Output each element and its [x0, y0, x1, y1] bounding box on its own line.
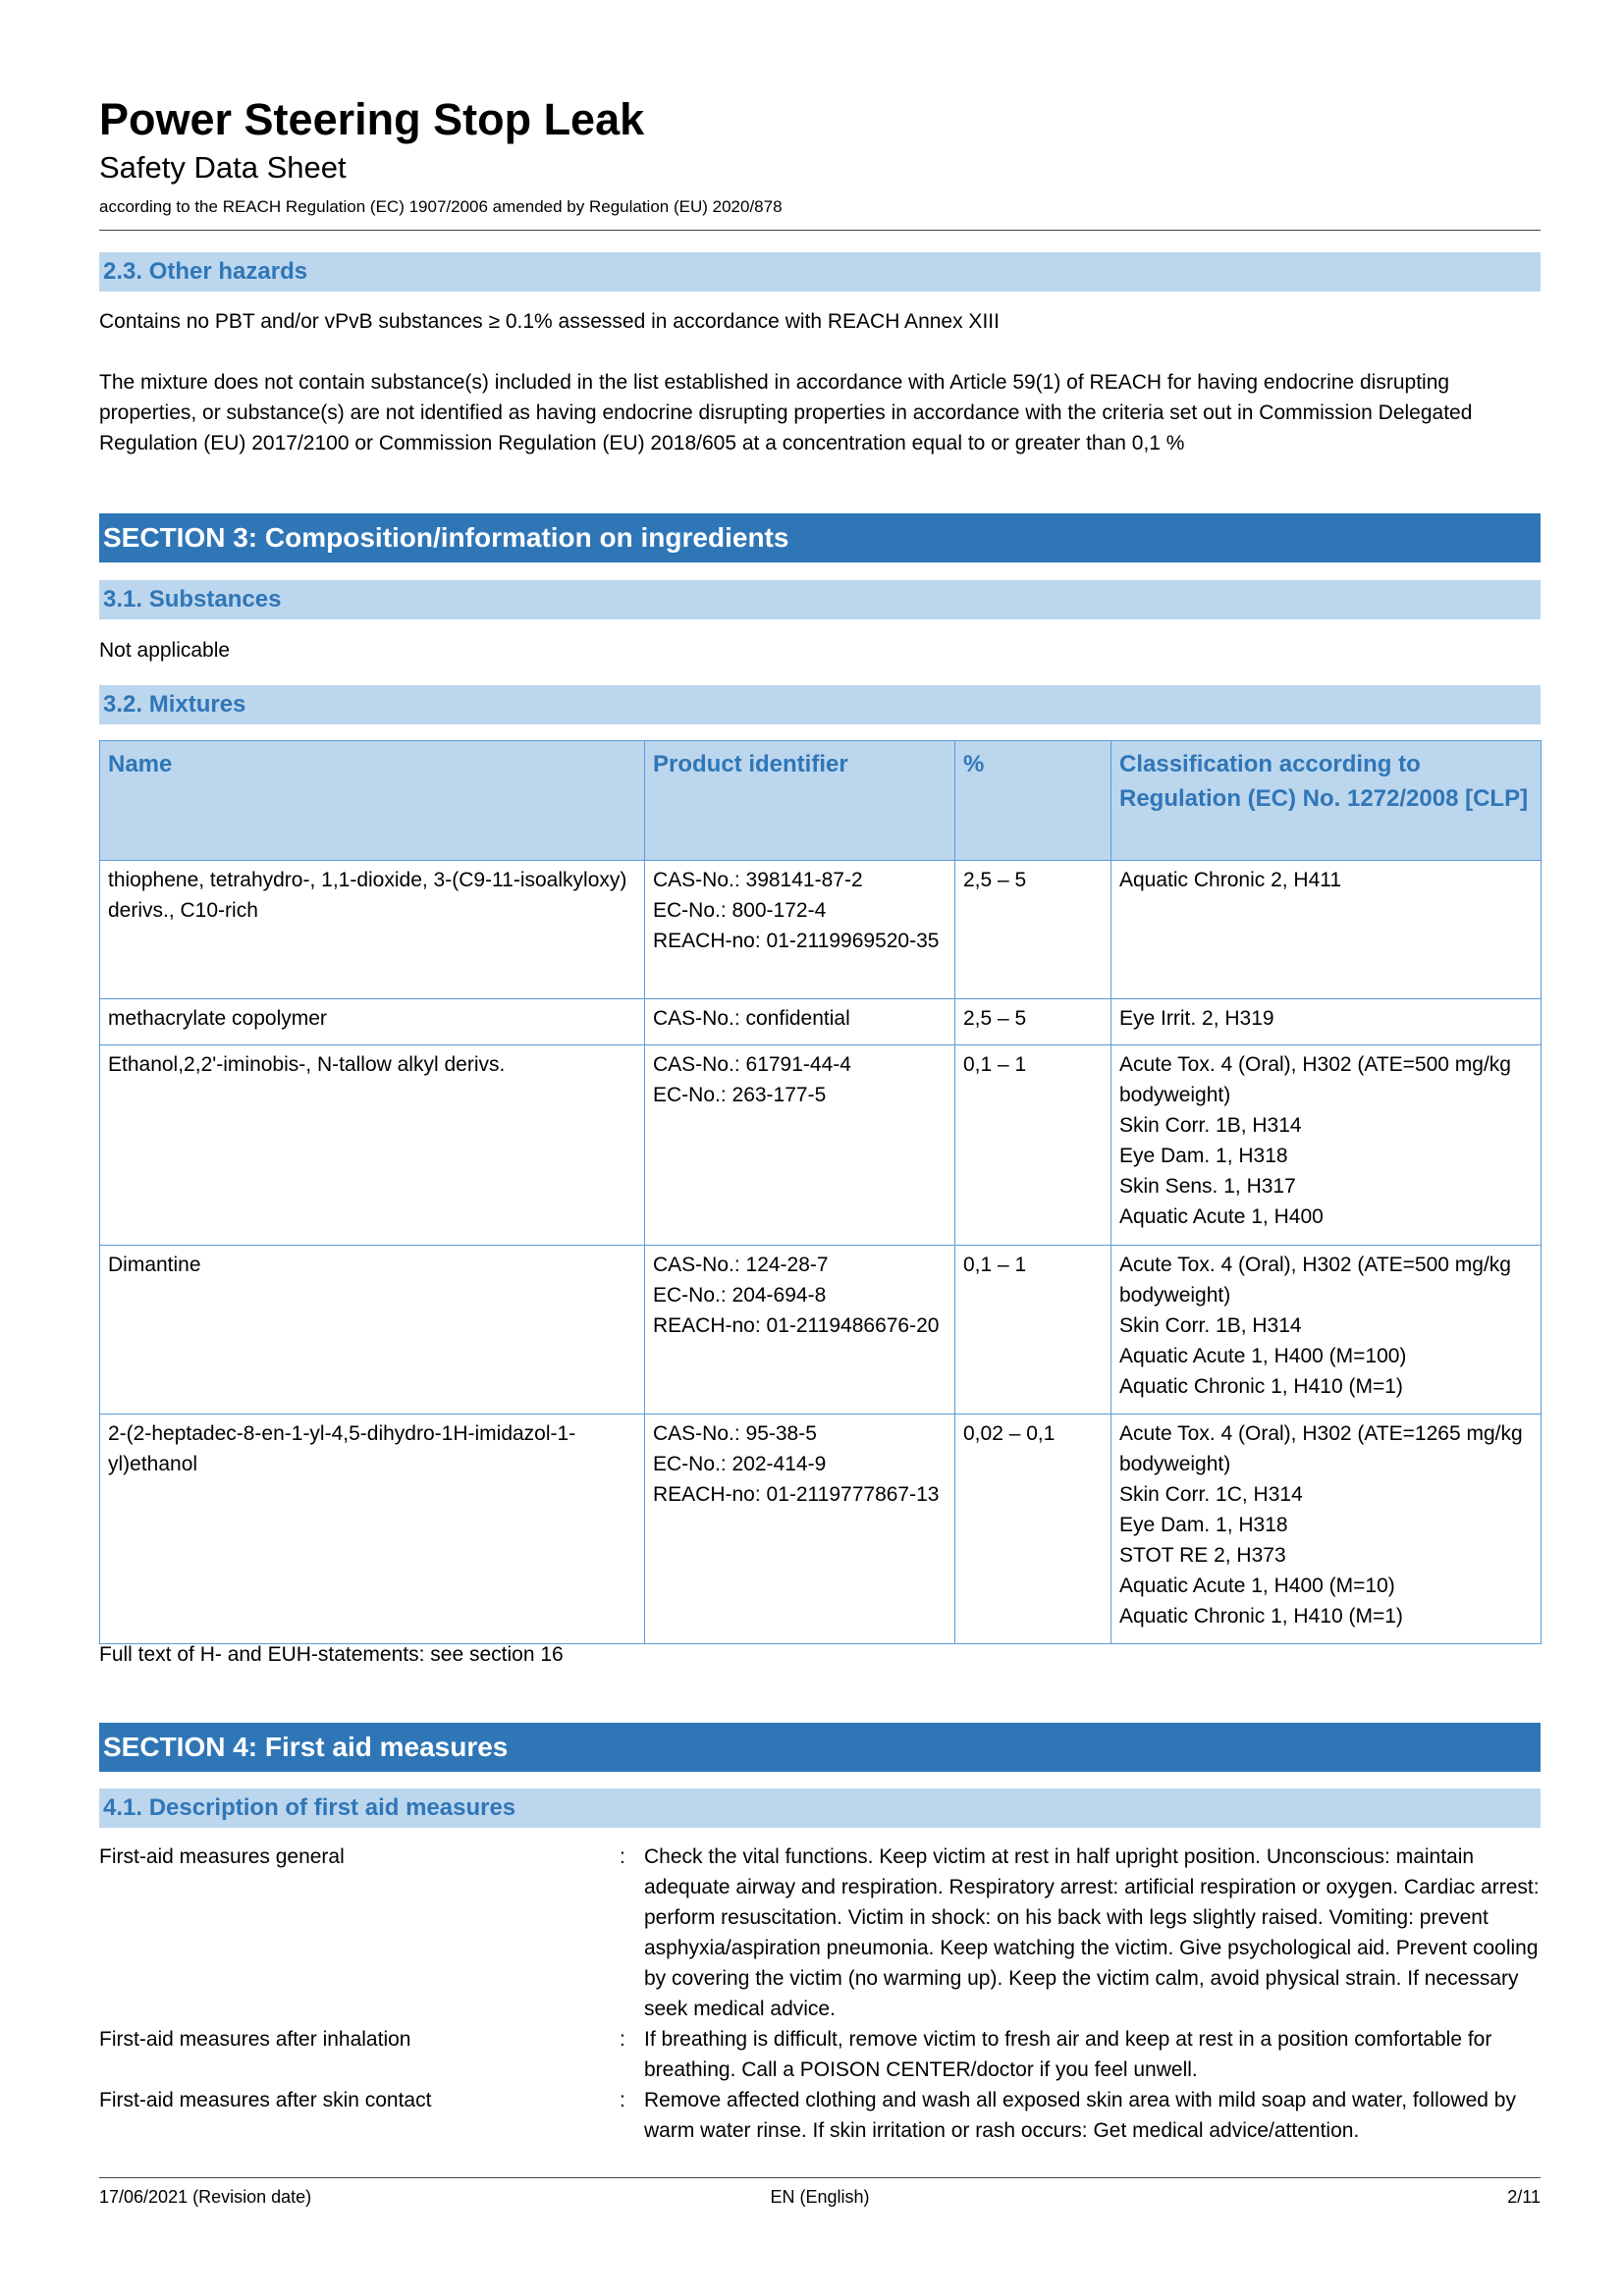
identifier-line: EC-No.: 800-172-4 — [653, 899, 827, 922]
first-aid-text: Check the vital functions. Keep victim at rest in half upright position. Unconscious: maintain adequate airway and respiration. Respiratory arrest: artificial respiration or oxygen. Cardiac arrest: perform resuscitation. Victim in shock: on his back with legs slightly raised. Vomiting: prevent asphyxia/aspiration pneumonia. Keep watching the victim. Give psychological aid. Prevent cooling by covering the victim (no warming up). Keep the victim calm, avoid physical strain. If necessary seek medical advice. — [644, 1845, 1540, 2020]
classification-line: Aquatic Chronic 2, H411 — [1119, 869, 1342, 891]
cell-identifier — [645, 1415, 955, 1644]
label-separator: : — [620, 2089, 625, 2111]
identifier-line: REACH-no: 01-2119969520-35 — [653, 930, 940, 952]
label-separator: : — [620, 1845, 625, 1868]
cell-classification — [1111, 1415, 1542, 1644]
cell-identifier — [645, 1246, 955, 1415]
column-header-product-identifier: Product identifier — [645, 741, 955, 861]
cell-classification — [1111, 999, 1542, 1045]
other-hazards-pbt-text: Contains no PBT and/or vPvB substances ≥ 0.1% assessed in accordance with REACH Annex XIII — [99, 310, 1000, 333]
classification-line: STOT RE 2, H373 — [1119, 1544, 1286, 1567]
identifier-line: CAS-No.: 95-38-5 — [653, 1422, 817, 1445]
classification-line: Acute Tox. 4 (Oral), H302 (ATE=500 mg/kg bodyweight) — [1119, 1053, 1511, 1106]
document-language: EN (English) — [770, 2187, 870, 2207]
cell-name: Ethanol,2,2'-iminobis-, N-tallow alkyl derivs. — [100, 1045, 645, 1246]
column-header-name: Name — [100, 741, 645, 861]
product-title: Power Steering Stop Leak — [99, 94, 645, 144]
cell-percent: 2,5 – 5 — [955, 999, 1111, 1045]
revision-date: 17/06/2021 (Revision date) — [99, 2187, 312, 2207]
sds-page — [99, 0, 1541, 2296]
cell-name: 2-(2-heptadec-8-en-1-yl-4,5-dihydro-1H-imidazol-1-yl)ethanol — [100, 1415, 645, 1644]
cell-classification — [1111, 1246, 1542, 1415]
h-statements-footnote: Full text of H- and EUH-statements: see section 16 — [99, 1643, 564, 1666]
identifier-line: CAS-No.: 61791-44-4 — [653, 1053, 851, 1076]
identifier-line: REACH-no: 01-2119777867-13 — [653, 1483, 940, 1506]
footer-divider — [99, 2177, 1541, 2178]
classification-line: Aquatic Chronic 1, H410 (M=1) — [1119, 1375, 1403, 1398]
document-header — [99, 94, 1541, 217]
classification-line: Skin Sens. 1, H317 — [1119, 1175, 1296, 1198]
column-header-percent: % — [955, 741, 1111, 861]
cell-identifier — [645, 861, 955, 999]
subsection-3-2-heading: 3.2. Mixtures — [99, 685, 1541, 724]
identifier-line: EC-No.: 263-177-5 — [653, 1084, 827, 1106]
first-aid-label: First-aid measures general — [99, 1845, 345, 1868]
subsection-2-3-heading: 2.3. Other hazards — [99, 252, 1541, 292]
classification-line: Eye Dam. 1, H318 — [1119, 1145, 1288, 1167]
identifier-line: CAS-No.: confidential — [653, 1007, 850, 1030]
document-subtitle: Safety Data Sheet — [99, 149, 347, 185]
cell-percent: 0,1 – 1 — [955, 1045, 1111, 1246]
table-row — [100, 1045, 1542, 1246]
classification-line: Skin Corr. 1B, H314 — [1119, 1114, 1302, 1137]
identifier-line: REACH-no: 01-2119486676-20 — [653, 1314, 940, 1337]
mixtures-table — [99, 740, 1542, 1644]
substances-text: Not applicable — [99, 639, 231, 662]
subsection-4-1-heading: 4.1. Description of first aid measures — [99, 1789, 1541, 1828]
table-row — [100, 861, 1542, 999]
table-row — [100, 1415, 1542, 1644]
identifier-line: EC-No.: 204-694-8 — [653, 1284, 827, 1307]
first-aid-text: Remove affected clothing and wash all exposed skin area with mild soap and water, followed by warm water rinse. If skin irritation or rash occurs: Get medical advice/attention. — [644, 2089, 1516, 2142]
cell-percent: 0,1 – 1 — [955, 1246, 1111, 1415]
cell-name: thiophene, tetrahydro-, 1,1-dioxide, 3-(C9-11-isoalkyloxy) derivs., C10-rich — [100, 861, 645, 999]
cell-classification — [1111, 861, 1542, 999]
regulation-line: according to the REACH Regulation (EC) 1907/2006 amended by Regulation (EU) 2020/878 — [99, 196, 783, 216]
classification-line: Eye Dam. 1, H318 — [1119, 1514, 1288, 1536]
table-row — [100, 999, 1542, 1045]
subsection-3-1-heading: 3.1. Substances — [99, 580, 1541, 619]
classification-line: Skin Corr. 1B, H314 — [1119, 1314, 1302, 1337]
other-hazards-endocrine-text: The mixture does not contain substance(s) included in the list established in accordance with Article 59(1) of REACH for having endocrine disrupting properties, or substance(s) are not identified as having endocrine disrupting properties in accordance with the criteria set out in Commission Delegated Regulation (EU) 2017/2100 or Commission Regulation (EU) 2018/605 at a concentration equal to or greater than 0,1 % — [99, 371, 1473, 454]
section-4-heading: SECTION 4: First aid measures — [99, 1723, 1541, 1772]
cell-name: Dimantine — [100, 1246, 645, 1415]
label-separator: : — [620, 2028, 625, 2051]
classification-line: Acute Tox. 4 (Oral), H302 (ATE=500 mg/kg bodyweight) — [1119, 1254, 1511, 1307]
classification-line: Aquatic Acute 1, H400 — [1119, 1205, 1324, 1228]
identifier-line: CAS-No.: 124-28-7 — [653, 1254, 829, 1276]
cell-classification — [1111, 1045, 1542, 1246]
section-3-heading: SECTION 3: Composition/information on ingredients — [99, 513, 1541, 562]
table-header-row — [100, 741, 1542, 861]
header-divider — [99, 230, 1541, 231]
classification-line: Acute Tox. 4 (Oral), H302 (ATE=1265 mg/kg bodyweight) — [1119, 1422, 1523, 1475]
cell-identifier — [645, 999, 955, 1045]
classification-line: Aquatic Acute 1, H400 (M=10) — [1119, 1575, 1395, 1597]
first-aid-text: If breathing is difficult, remove victim to fresh air and keep at rest in a position comfortable for breathing. Call a POISON CENTER/doctor if you feel unwell. — [644, 2028, 1492, 2081]
first-aid-label: First-aid measures after skin contact — [99, 2089, 432, 2111]
page-number: 2/11 — [1507, 2187, 1541, 2207]
cell-identifier — [645, 1045, 955, 1246]
classification-line: Aquatic Acute 1, H400 (M=100) — [1119, 1345, 1407, 1367]
classification-line: Eye Irrit. 2, H319 — [1119, 1007, 1274, 1030]
column-header-classification: Classification according to Regulation (EC) No. 1272/2008 [CLP] — [1111, 741, 1542, 861]
cell-name: methacrylate copolymer — [100, 999, 645, 1045]
identifier-line: EC-No.: 202-414-9 — [653, 1453, 827, 1475]
classification-line: Skin Corr. 1C, H314 — [1119, 1483, 1303, 1506]
classification-line: Aquatic Chronic 1, H410 (M=1) — [1119, 1605, 1403, 1628]
first-aid-label: First-aid measures after inhalation — [99, 2028, 411, 2051]
cell-percent: 2,5 – 5 — [955, 861, 1111, 999]
cell-percent: 0,02 – 0,1 — [955, 1415, 1111, 1644]
identifier-line: CAS-No.: 398141-87-2 — [653, 869, 863, 891]
table-row — [100, 1246, 1542, 1415]
